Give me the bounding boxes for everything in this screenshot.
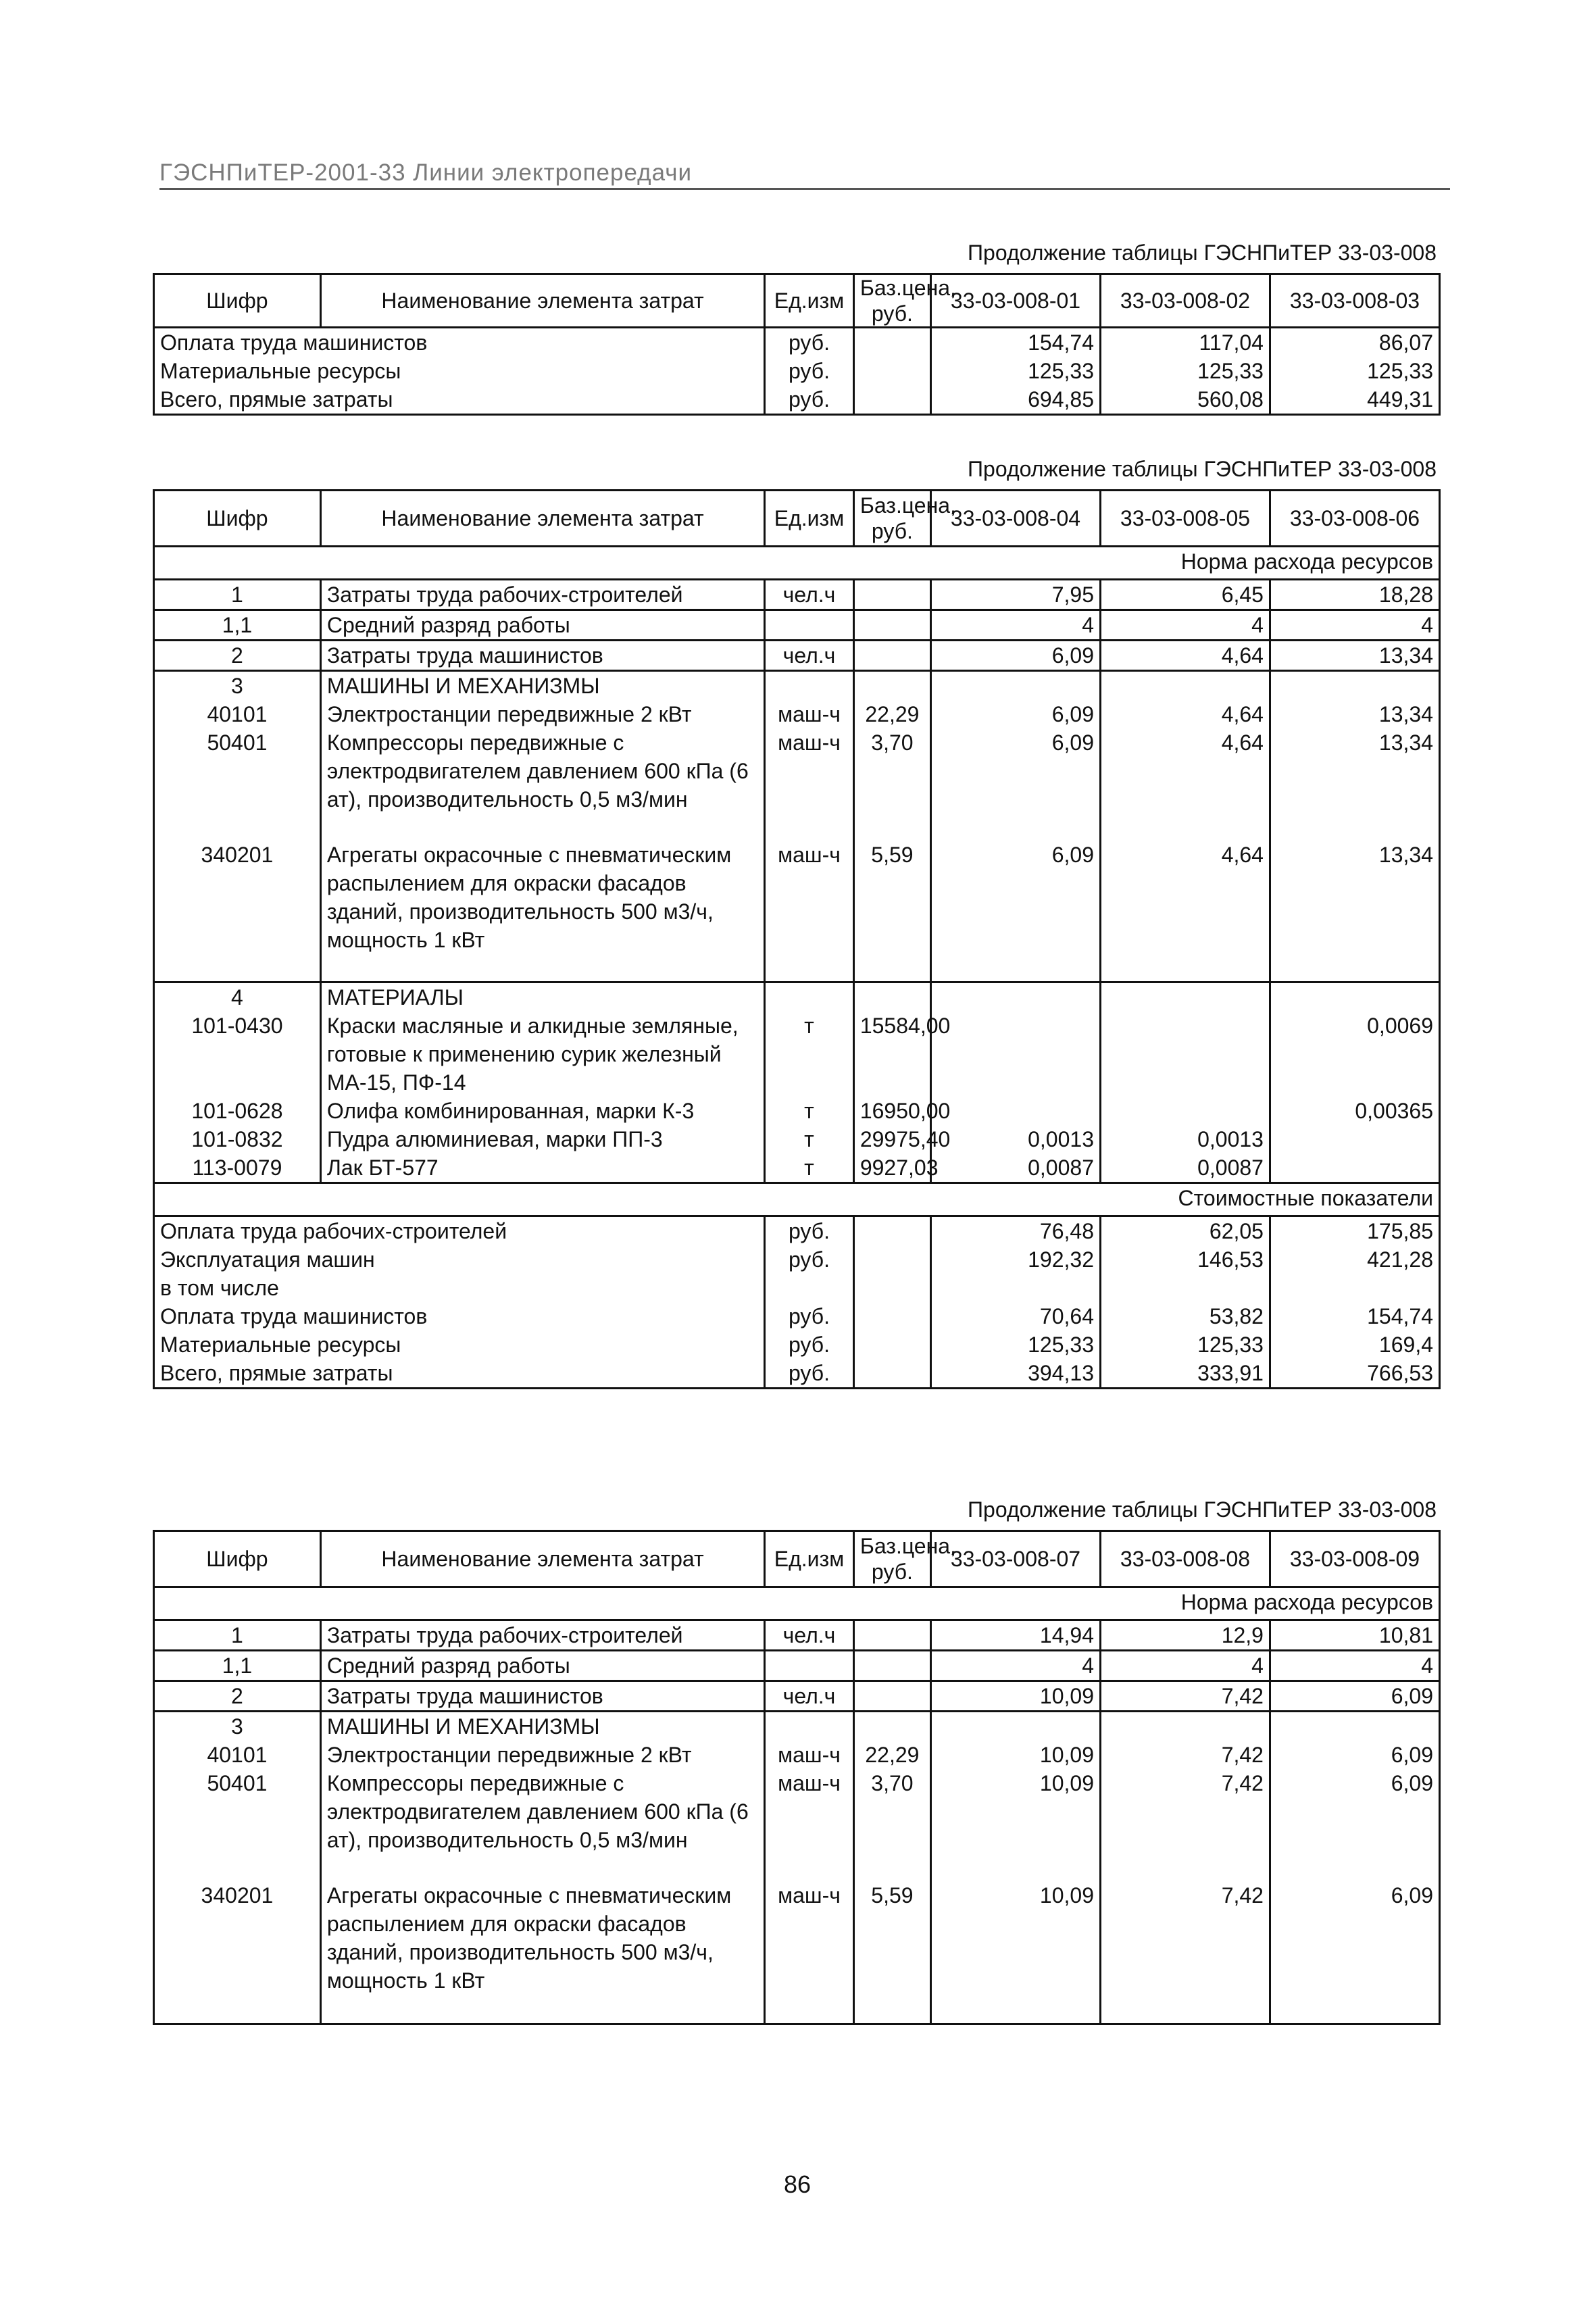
row-value-04: 6,09 (931, 641, 1101, 671)
row-unit: т (765, 1153, 854, 1183)
row-unit: чел.ч (765, 580, 854, 610)
summary-value-06: 169,4 (1270, 1330, 1439, 1359)
summary-value-05: 146,53 (1100, 1245, 1270, 1274)
row-value-05: 0,0013 (1100, 1125, 1270, 1153)
band-norm-label: Норма расхода ресурсов (154, 1587, 1440, 1620)
summary-name: Эксплуатация машин (160, 1247, 375, 1272)
table-row (154, 357, 1440, 385)
row-unit: т (765, 1012, 854, 1097)
band-norm-row (154, 1587, 1440, 1620)
row-price: 3,70 (853, 1769, 930, 1881)
summary-value-04: 125,33 (931, 1330, 1101, 1359)
row-value-05 (1100, 1012, 1270, 1097)
row-value-02: 117,04 (1100, 328, 1270, 357)
summary-name: Всего, прямые затраты (160, 1361, 393, 1385)
col-header-unit: Ед.изм (765, 491, 854, 547)
row-value-06: 18,28 (1270, 580, 1439, 610)
band-norm-row (154, 547, 1440, 580)
row-value-06: 4 (1270, 610, 1439, 641)
summary-row (154, 1245, 1440, 1274)
summary-unit: руб. (765, 1245, 854, 1274)
row-price (853, 1620, 930, 1651)
row-value-03: 86,07 (1270, 328, 1439, 357)
page-number: 86 (783, 2170, 812, 2198)
col-header-code: Шифр (154, 274, 321, 328)
row-price (853, 671, 930, 701)
row-value-08: 12,9 (1100, 1620, 1270, 1651)
row-code: 2 (154, 641, 321, 671)
row-code: 3 (154, 671, 321, 701)
summary-row (154, 1302, 1440, 1330)
row-name: Агрегаты окрасочные с пневматическим распылением для окраски фасадов зданий, производительность 500 м3/ч, мощность 1 кВт (320, 841, 764, 982)
row-value-09 (1270, 1712, 1439, 1741)
row-value-01: 694,85 (931, 385, 1101, 415)
row-code: 340201 (154, 1881, 321, 2024)
row-name: Электростанции передвижные 2 кВт (320, 700, 764, 728)
row-price: 5,59 (853, 1881, 930, 2024)
row-value-08: 7,42 (1100, 1741, 1270, 1769)
col-header-rate-03: 33-03-008-03 (1270, 274, 1439, 328)
row-price: 22,29 (853, 700, 930, 728)
row-value-06 (1270, 982, 1439, 1012)
col-header-name: Наименование элемента затрат (320, 1531, 764, 1587)
row-value-07: 10,09 (931, 1681, 1101, 1712)
row-value-07: 4 (931, 1651, 1101, 1681)
summary-price (853, 1330, 930, 1359)
table-row (154, 1681, 1440, 1712)
table-caption: Продолжение таблицы ГЭСНПиТЕР 33-03-008 (968, 241, 1437, 265)
row-value-05: 4,64 (1100, 700, 1270, 728)
row-value-07: 10,09 (931, 1881, 1101, 2024)
row-name: Компрессоры передвижные с электродвигателем давлением 600 кПа (6 ат), производительность 0,5 м3/мин (320, 728, 764, 841)
row-price: 22,29 (853, 1741, 930, 1769)
row-name: Затраты труда машинистов (320, 1681, 764, 1712)
table-header-row (154, 1531, 1440, 1587)
row-value-06: 13,34 (1270, 641, 1439, 671)
table-caption: Продолжение таблицы ГЭСНПиТЕР 33-03-008 (968, 1497, 1437, 1522)
row-name: Электростанции передвижные 2 кВт (320, 1741, 764, 1769)
row-code: 101-0430 (154, 1012, 321, 1097)
row-price: 15584,00 (853, 1012, 930, 1097)
row-name: Всего, прямые затраты (160, 387, 393, 412)
row-value-02: 560,08 (1100, 385, 1270, 415)
row-value-06: 0,0069 (1270, 1012, 1439, 1097)
resource-table-1 (153, 273, 1441, 416)
row-name: Затраты труда рабочих-строителей (320, 1620, 764, 1651)
row-price (853, 1681, 930, 1712)
summary-value-06: 154,74 (1270, 1302, 1439, 1330)
row-value-04 (931, 982, 1101, 1012)
col-header-rate-07: 33-03-008-07 (931, 1531, 1101, 1587)
summary-name: Оплата труда рабочих-строителей (160, 1219, 507, 1243)
summary-price (853, 1216, 930, 1246)
col-header-rate-02: 33-03-008-02 (1100, 274, 1270, 328)
row-value-09: 6,09 (1270, 1681, 1439, 1712)
row-price (853, 610, 930, 641)
summary-value-06 (1270, 1274, 1439, 1302)
row-code: 3 (154, 1712, 321, 1741)
row-value-04: 6,09 (931, 728, 1101, 841)
row-name: МАШИНЫ И МЕХАНИЗМЫ (320, 1712, 764, 1741)
row-value-08: 7,42 (1100, 1681, 1270, 1712)
row-value-05: 4,64 (1100, 728, 1270, 841)
row-code: 101-0628 (154, 1097, 321, 1125)
summary-value-06: 766,53 (1270, 1359, 1439, 1389)
row-value-04: 7,95 (931, 580, 1101, 610)
table-row (154, 580, 1440, 610)
row-name: Лак БТ-577 (320, 1153, 764, 1183)
row-unit (765, 1712, 854, 1741)
summary-price (853, 1302, 930, 1330)
summary-value-04: 76,48 (931, 1216, 1101, 1246)
row-code: 2 (154, 1681, 321, 1712)
row-name: МАШИНЫ И МЕХАНИЗМЫ (320, 671, 764, 701)
row-unit: руб. (765, 328, 854, 357)
col-header-rate-05: 33-03-008-05 (1100, 491, 1270, 547)
row-name: Олифа комбинированная, марки К-3 (320, 1097, 764, 1125)
row-price: 16950,00 (853, 1097, 930, 1125)
row-name: Средний разряд работы (320, 1651, 764, 1681)
summary-value-04 (931, 1274, 1101, 1302)
table-row (154, 1097, 1440, 1125)
table-row (154, 385, 1440, 415)
summary-value-05: 125,33 (1100, 1330, 1270, 1359)
row-name: Агрегаты окрасочные с пневматическим распылением для окраски фасадов зданий, производительность 500 м3/ч, мощность 1 кВт (320, 1881, 764, 2024)
row-code: 50401 (154, 728, 321, 841)
row-value-04: 0,0087 (931, 1153, 1101, 1183)
col-header-rate-06: 33-03-008-06 (1270, 491, 1439, 547)
summary-unit: руб. (765, 1330, 854, 1359)
row-price (853, 1712, 930, 1741)
row-unit: чел.ч (765, 641, 854, 671)
table-row (154, 1769, 1440, 1881)
table-row (154, 1012, 1440, 1097)
summary-name: Материальные ресурсы (160, 1333, 401, 1357)
row-name: Краски масляные и алкидные земляные, готовые к применению сурик железный МА-15, ПФ-14 (320, 1012, 764, 1097)
row-value-07: 10,09 (931, 1741, 1101, 1769)
summary-value-05 (1100, 1274, 1270, 1302)
row-value-04: 6,09 (931, 841, 1101, 982)
row-value-04 (931, 1097, 1101, 1125)
row-value-06 (1270, 671, 1439, 701)
summary-price (853, 1359, 930, 1389)
row-value-01: 125,33 (931, 357, 1101, 385)
row-value-05 (1100, 982, 1270, 1012)
row-unit: маш-ч (765, 1769, 854, 1881)
resource-table-3 (153, 1530, 1441, 2025)
row-value-04: 4 (931, 610, 1101, 641)
table-header-row (154, 491, 1440, 547)
summary-value-04: 192,32 (931, 1245, 1101, 1274)
row-value-05: 6,45 (1100, 580, 1270, 610)
row-value-09: 6,09 (1270, 1769, 1439, 1881)
col-header-rate-04: 33-03-008-04 (931, 491, 1101, 547)
row-value-09: 10,81 (1270, 1620, 1439, 1651)
summary-row (154, 1330, 1440, 1359)
row-name: Пудра алюминиевая, марки ПП-3 (320, 1125, 764, 1153)
row-unit: чел.ч (765, 1681, 854, 1712)
row-unit: руб. (765, 357, 854, 385)
row-unit (765, 1651, 854, 1681)
row-unit: руб. (765, 385, 854, 415)
row-name: Материальные ресурсы (160, 359, 401, 383)
row-unit: маш-ч (765, 1881, 854, 2024)
row-value-04: 0,0013 (931, 1125, 1101, 1153)
row-value-01: 154,74 (931, 328, 1101, 357)
summary-value-06: 175,85 (1270, 1216, 1439, 1246)
row-value-07: 10,09 (931, 1769, 1101, 1881)
row-price (853, 641, 930, 671)
row-value-09: 6,09 (1270, 1741, 1439, 1769)
summary-name: Оплата труда машинистов (160, 1304, 428, 1328)
row-value-09: 4 (1270, 1651, 1439, 1681)
row-unit (765, 671, 854, 701)
row-value-06 (1270, 1125, 1439, 1153)
summary-row (154, 1359, 1440, 1389)
row-price (853, 357, 930, 385)
row-unit: маш-ч (765, 728, 854, 841)
col-header-code: Шифр (154, 1531, 321, 1587)
row-value-06: 13,34 (1270, 728, 1439, 841)
section-row-machines (154, 1712, 1440, 1741)
table-row (154, 1881, 1440, 2024)
row-price (853, 328, 930, 357)
summary-unit: руб. (765, 1216, 854, 1246)
row-name: МАТЕРИАЛЫ (320, 982, 764, 1012)
table-row (154, 841, 1440, 982)
row-code: 40101 (154, 700, 321, 728)
col-header-price: Баз.цена, руб. (853, 274, 930, 328)
row-name: Средний разряд работы (320, 610, 764, 641)
summary-row (154, 1274, 1440, 1302)
row-price (853, 385, 930, 415)
row-value-09: 6,09 (1270, 1881, 1439, 2024)
row-value-05: 4,64 (1100, 641, 1270, 671)
table-row (154, 1741, 1440, 1769)
row-name: Оплата труда машинистов (160, 330, 428, 355)
row-value-02: 125,33 (1100, 357, 1270, 385)
row-price: 9927,03 (853, 1153, 930, 1183)
resource-table-2 (153, 489, 1441, 1389)
row-value-05: 4,64 (1100, 841, 1270, 982)
row-code: 113-0079 (154, 1153, 321, 1183)
row-unit: т (765, 1097, 854, 1125)
row-unit: т (765, 1125, 854, 1153)
table-row (154, 1153, 1440, 1183)
col-header-unit: Ед.изм (765, 274, 854, 328)
row-value-07 (931, 1712, 1101, 1741)
col-header-code: Шифр (154, 491, 321, 547)
row-value-06: 0,00365 (1270, 1097, 1439, 1125)
col-header-rate-08: 33-03-008-08 (1100, 1531, 1270, 1587)
summary-unit (765, 1274, 854, 1302)
row-value-05 (1100, 671, 1270, 701)
row-price (853, 580, 930, 610)
band-norm-label: Норма расхода ресурсов (154, 547, 1440, 580)
row-code: 1,1 (154, 610, 321, 641)
row-code: 50401 (154, 1769, 321, 1881)
row-value-03: 125,33 (1270, 357, 1439, 385)
row-value-06: 13,34 (1270, 700, 1439, 728)
summary-value-05: 333,91 (1100, 1359, 1270, 1389)
table-row (154, 328, 1440, 357)
table-row (154, 728, 1440, 841)
summary-value-05: 53,82 (1100, 1302, 1270, 1330)
row-value-04 (931, 671, 1101, 701)
row-value-05 (1100, 1097, 1270, 1125)
row-value-08 (1100, 1712, 1270, 1741)
table-row (154, 700, 1440, 728)
table-row (154, 610, 1440, 641)
row-code: 340201 (154, 841, 321, 982)
row-value-06: 13,34 (1270, 841, 1439, 982)
summary-value-04: 394,13 (931, 1359, 1101, 1389)
row-value-08: 4 (1100, 1651, 1270, 1681)
summary-value-05: 62,05 (1100, 1216, 1270, 1246)
row-unit: маш-ч (765, 700, 854, 728)
row-unit (765, 982, 854, 1012)
col-header-price: Баз.цена, руб. (853, 491, 930, 547)
summary-name: в том числе (160, 1276, 279, 1300)
row-name: Затраты труда рабочих-строителей (320, 580, 764, 610)
row-value-04 (931, 1012, 1101, 1097)
row-unit: маш-ч (765, 841, 854, 982)
row-code: 1 (154, 1620, 321, 1651)
section-row-machines (154, 671, 1440, 701)
row-value-07: 14,94 (931, 1620, 1101, 1651)
row-name: Затраты труда машинистов (320, 641, 764, 671)
summary-value-04: 70,64 (931, 1302, 1101, 1330)
table-row (154, 1651, 1440, 1681)
col-header-price: Баз.цена, руб. (853, 1531, 930, 1587)
row-unit: чел.ч (765, 1620, 854, 1651)
table-caption: Продолжение таблицы ГЭСНПиТЕР 33-03-008 (968, 457, 1437, 481)
row-price (853, 1651, 930, 1681)
row-unit: маш-ч (765, 1741, 854, 1769)
table-row (154, 641, 1440, 671)
row-price: 5,59 (853, 841, 930, 982)
summary-unit: руб. (765, 1359, 854, 1389)
table-row (154, 1125, 1440, 1153)
section-row-materials (154, 982, 1440, 1012)
summary-price (853, 1274, 930, 1302)
running-header: ГЭСНПиТЕР-2001-33 Линии электропередачи (159, 159, 693, 186)
row-value-05: 4 (1100, 610, 1270, 641)
row-value-05: 0,0087 (1100, 1153, 1270, 1183)
col-header-name: Наименование элемента затрат (320, 274, 764, 328)
row-value-03: 449,31 (1270, 385, 1439, 415)
row-code: 4 (154, 982, 321, 1012)
row-value-08: 7,42 (1100, 1881, 1270, 2024)
col-header-unit: Ед.изм (765, 1531, 854, 1587)
summary-value-06: 421,28 (1270, 1245, 1439, 1274)
row-code: 1 (154, 580, 321, 610)
row-price: 29975,40 (853, 1125, 930, 1153)
col-header-name: Наименование элемента затрат (320, 491, 764, 547)
table-row (154, 1620, 1440, 1651)
row-value-04: 6,09 (931, 700, 1101, 728)
col-header-rate-01: 33-03-008-01 (931, 274, 1101, 328)
row-code: 1,1 (154, 1651, 321, 1681)
row-value-06 (1270, 1153, 1439, 1183)
row-value-08: 7,42 (1100, 1769, 1270, 1881)
band-cost-row (154, 1183, 1440, 1216)
running-header-rule (159, 188, 1450, 190)
col-header-rate-09: 33-03-008-09 (1270, 1531, 1439, 1587)
band-cost-label: Стоимостные показатели (154, 1183, 1440, 1216)
summary-row (154, 1216, 1440, 1246)
row-price: 3,70 (853, 728, 930, 841)
row-price (853, 982, 930, 1012)
row-name: Компрессоры передвижные с электродвигателем давлением 600 кПа (6 ат), производительность 0,5 м3/мин (320, 1769, 764, 1881)
row-code: 101-0832 (154, 1125, 321, 1153)
row-unit (765, 610, 854, 641)
summary-price (853, 1245, 930, 1274)
summary-unit: руб. (765, 1302, 854, 1330)
row-code: 40101 (154, 1741, 321, 1769)
table-header-row (154, 274, 1440, 328)
